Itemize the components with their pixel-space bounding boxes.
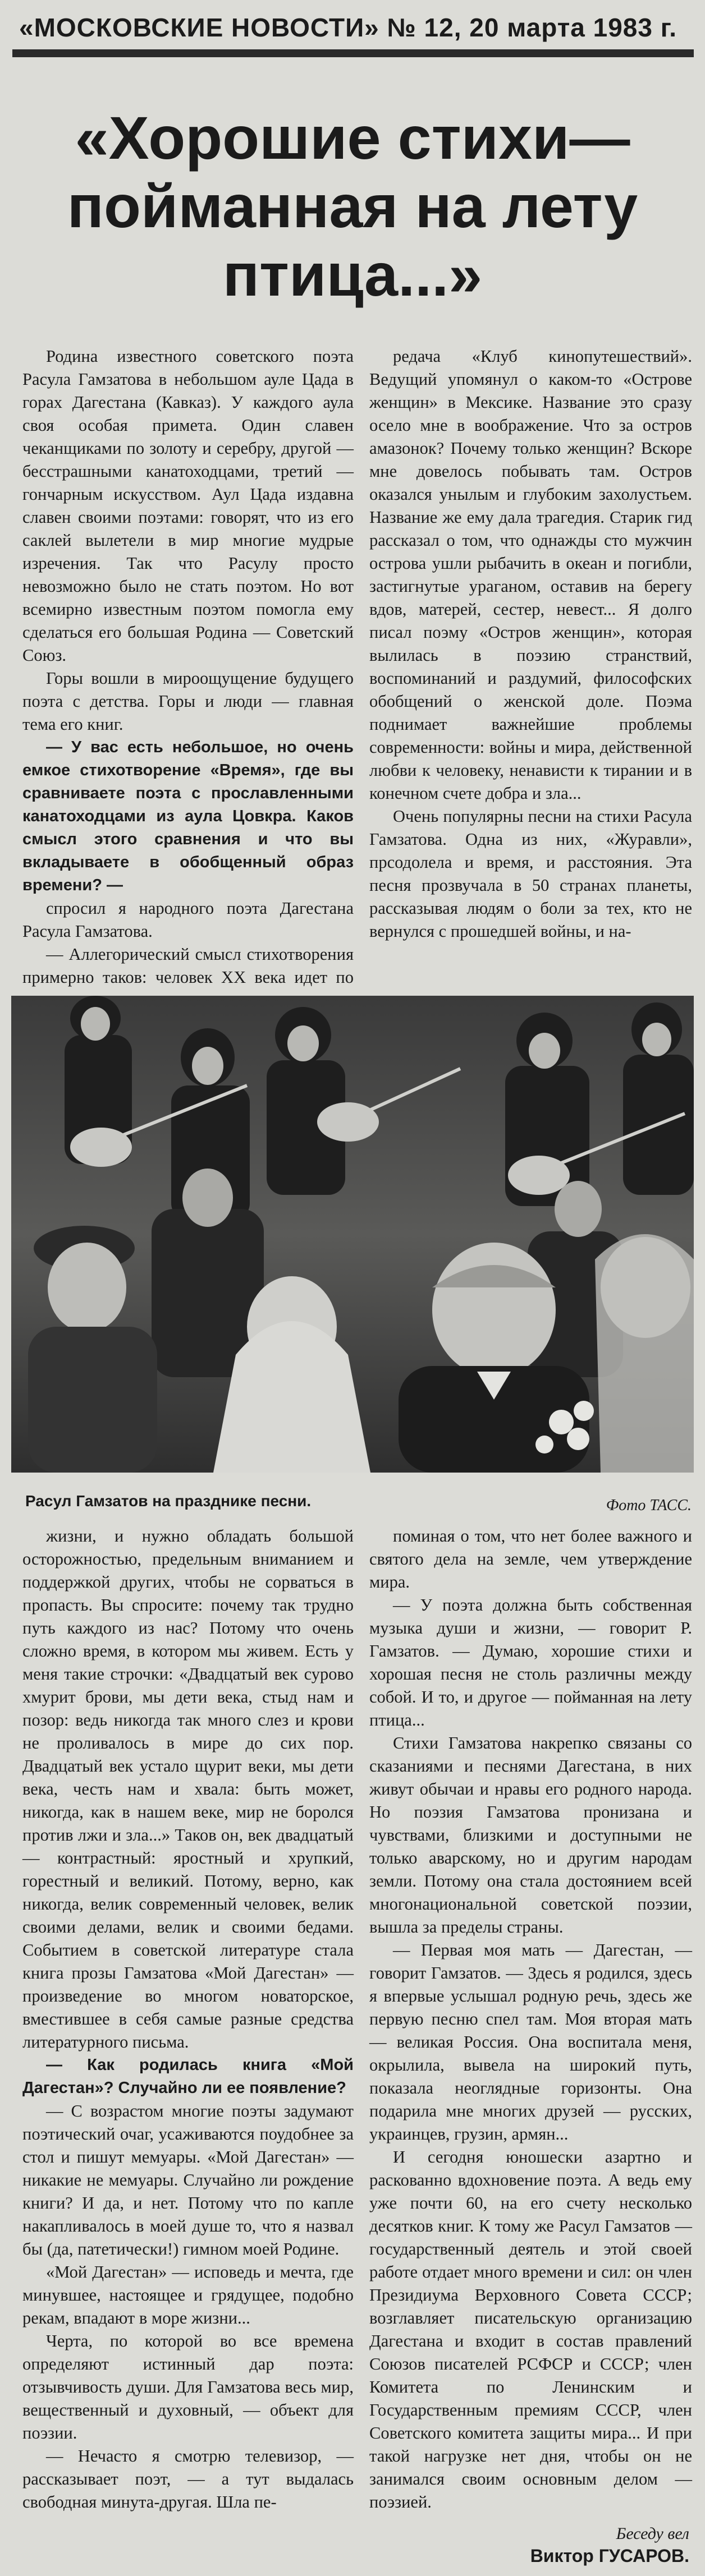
masthead: «МОСКОВСКИЕ НОВОСТИ» № 12, 20 марта 1983 г. [19,13,677,42]
article-paragraph: Стихи Гамзатова накрепко связаны со сказаниями и песнями Дагестана, в них живут обычаи и нравы его родного народа. Но поэзия Гамзатова пронизана и чувствами, близкими и доступными не только аварскому, но и другим народам земли. Потому она стала достоянием всей многонациональной советской поэзии, вышла за пределы страны. [369,1733,692,1936]
article-paragraph: — Нечасто я смотрю телевизор, — рассказывает поэт, — а тут выдалась свободная минута-другая. Шла пе- [22,2446,354,2511]
article-paragraph: Родина известного советского поэта Расула Гамзатова в небольшом ауле Цада в горах Дагестана (Кавказ). У каждого аула своя особая примета. Один славен чеканщиками по золоту и серебру, другой — бесстрашными канатоходцами, третий — гончарным искусством. Аул Цада издавна славен своими поэтами: говорят, что из его саклей вылетели в мир многие мудрые изречения. Так что Расулу просто невозможно было не стать поэтом. Но вот всемирно известным поэтом помогла ему сделаться его большая Родина — Советский Союз. [22,347,354,665]
headline-line-3: птица...» [222,241,483,309]
article-paragraph: редача «Клуб кинопутешествий». Ведущий упомянул о каком-то «Острове женщин» в Мексике. Название это сразу осело мне в воображение. Что за остров амазонок? Почему только женщин? Вскоре мне довелось побывать там. Остров оказался унылым и глубоким захолустьем. Название же ему дала трагедия. Старик гид рассказал о том, что однажды сто мужчин острова ушли рыбачить в океан и погибли, застигнутые ураганом, оставив на берегу вдов, матерей, сестер, невест... Я долго писал поэму «Остров женщин», которая вылилась в поэзию странствий, воспоминаний и раздумий, философских обобщений о женской доле. Поэма поднимает важнейшие проблемы современности: войны и мира, действенной любви к человеку, ненависти к тирании и в конечном счете добра и зла... [369,347,692,803]
photo-image [11,996,694,1473]
headline-line-2: пойманная на лету [67,172,638,240]
body-column-left [22,1525,354,2514]
article-paragraph: Черта, по которой во все времена определяют истинный дар поэта: отзывчивость души. Для Гамзатова весь мир, вещественный и духовный, — объект для поэзии. [22,2331,354,2442]
interview-question: — Как родилась книга «Мой Дагестан»? Случайно ли ее появление? [22,2056,354,2097]
intro-column-right [369,345,692,943]
masthead-rule [12,49,694,57]
article-paragraph: — У поэта должна быть собственная музыка души и жизни, — говорит Р. Гамзатов. — Думаю, хорошие стихи и хорошая песня не столь различны между собой. И то, и другое — пойманная на лету птица... [369,1595,692,1729]
headline [11,104,694,309]
article-paragraph: Горы вошли в мироощущение будущего поэта с детства. Горы и люди — главная тема его книг. [22,669,354,734]
article-paragraph: — С возрастом многие поэты задумают поэтический очаг, усаживаются поудобнее за стол и пишут мемуары. «Мой Дагестан» — никакие не мемуары. Случайно ли рождение книги? И да, и нет. Потому что по капле накапливалось в моей душе то, что я назвал бы (да, патетически!) гимном моей Родине. [22,2101,354,2258]
photo-caption: Расул Гамзатов на празднике песни. [25,1492,312,1510]
body-column-right [369,1525,692,2514]
article-paragraph: Очень популярны песни на стихи Расула Гамзатова. Одна из них, «Журавли», прсодолела и время, и расстояния. Эта песня прозвучала в 50 странах планеты, рассказывая людям о боли за тех, кто не вернулся с прошедшей войны, и на- [369,807,692,941]
article-paragraph: — Первая моя мать — Дагестан, — говорит Гамзатов. — Здесь я родился, здесь я впервые услышал родную речь, здесь же первую песню спел там. Моя вторая мать — великая Россия. Она воспитала меня, окрылила, вывела на широкий путь, показала неоглядные горизонты. Она подарила мне многих друзей — русских, украинцев, грузин, армян... [369,1940,692,2143]
interview-question: — У вас есть небольшое, но очень емкое стихотворение «Время», где вы сравниваете поэта с прославленными канатоходцами из аула Цовкра. Каков смысл этого сравнения и что вы вкладываете в обобщенный образ времени? — [22,738,354,894]
signature-author: Виктор ГУСАРОВ. [530,2546,689,2566]
headline-line-1: «Хорошие стихи— [75,104,630,172]
article-paragraph: — Аллегорический смысл стихотворения примерно таков: человек XX века идет по [22,945,354,987]
article-paragraph: поминая о том, что нет более важного и святого дела на земле, чем утверждение мира. [369,1526,692,1591]
photo [11,996,694,1473]
article-paragraph: жизни, и нужно обладать большой осторожностью, предельным вниманием и поддержкой других, чтобы не сорваться в пропасть. Вы спросите: почему так трудно путь каждого из нас? Потому что очень сложно время, в котором мы живем. Есть у меня такие строчки: «Двадцатый век сурово хмурит брови, мы дети века, стыд нам и позор: ведь никогда так много слез и крови не проливалось в мире до сих пор. Двадцатый век устало щурит веки, мы дети века, честь нам и хвала: быть может, никогда, как в нашем веке, мир не боролся против лжи и зла...» Таков он, век двадцатый — контрастный: яростный и хрупкий, горестный и великий. Потому, верно, как никогда, велик современный человек, велик своими делами, велик и своими бедами. Событием в советской литературе стала книга прозы Гамзатова «Мой Дагестан» — произведение во многом новаторское, вместившее в себя самые разные средства литературного письма. [22,1526,354,2051]
photo-credit: Фото ТАСС. [606,1497,692,1514]
article-paragraph: «Мой Дагестан» — исповедь и мечта, где минувшее, настоящее и грядущее, подобно рекам, впадают в море жизни... [22,2262,354,2327]
article-paragraph: спросил я народного поэта Дагестана Расула Гамзатова. [22,899,354,941]
signature-label: Беседу вел [616,2524,689,2543]
intro-column-left [22,345,354,1012]
article-paragraph: И сегодня юношески азартно и раскованно вдохновение поэта. А ведь ему уже почти 60, на его счету несколько десятков книг. К тому же Расул Гамзатов — государственный деятель и этой своей работе отдает много времени и сил: он член Президиума Верховного Совета СССР; возглавляет писательскую организацию Дагестана и входит в состав правлений Союзов писателей РСФСР и СССР; член Комитета по Ленинским и Государственным премиям СССР, член Советского комитета защиты мира... И при такой нагрузке нет дня, чтобы он не занимался своим основным делом — поэзией. [369,2147,692,2511]
